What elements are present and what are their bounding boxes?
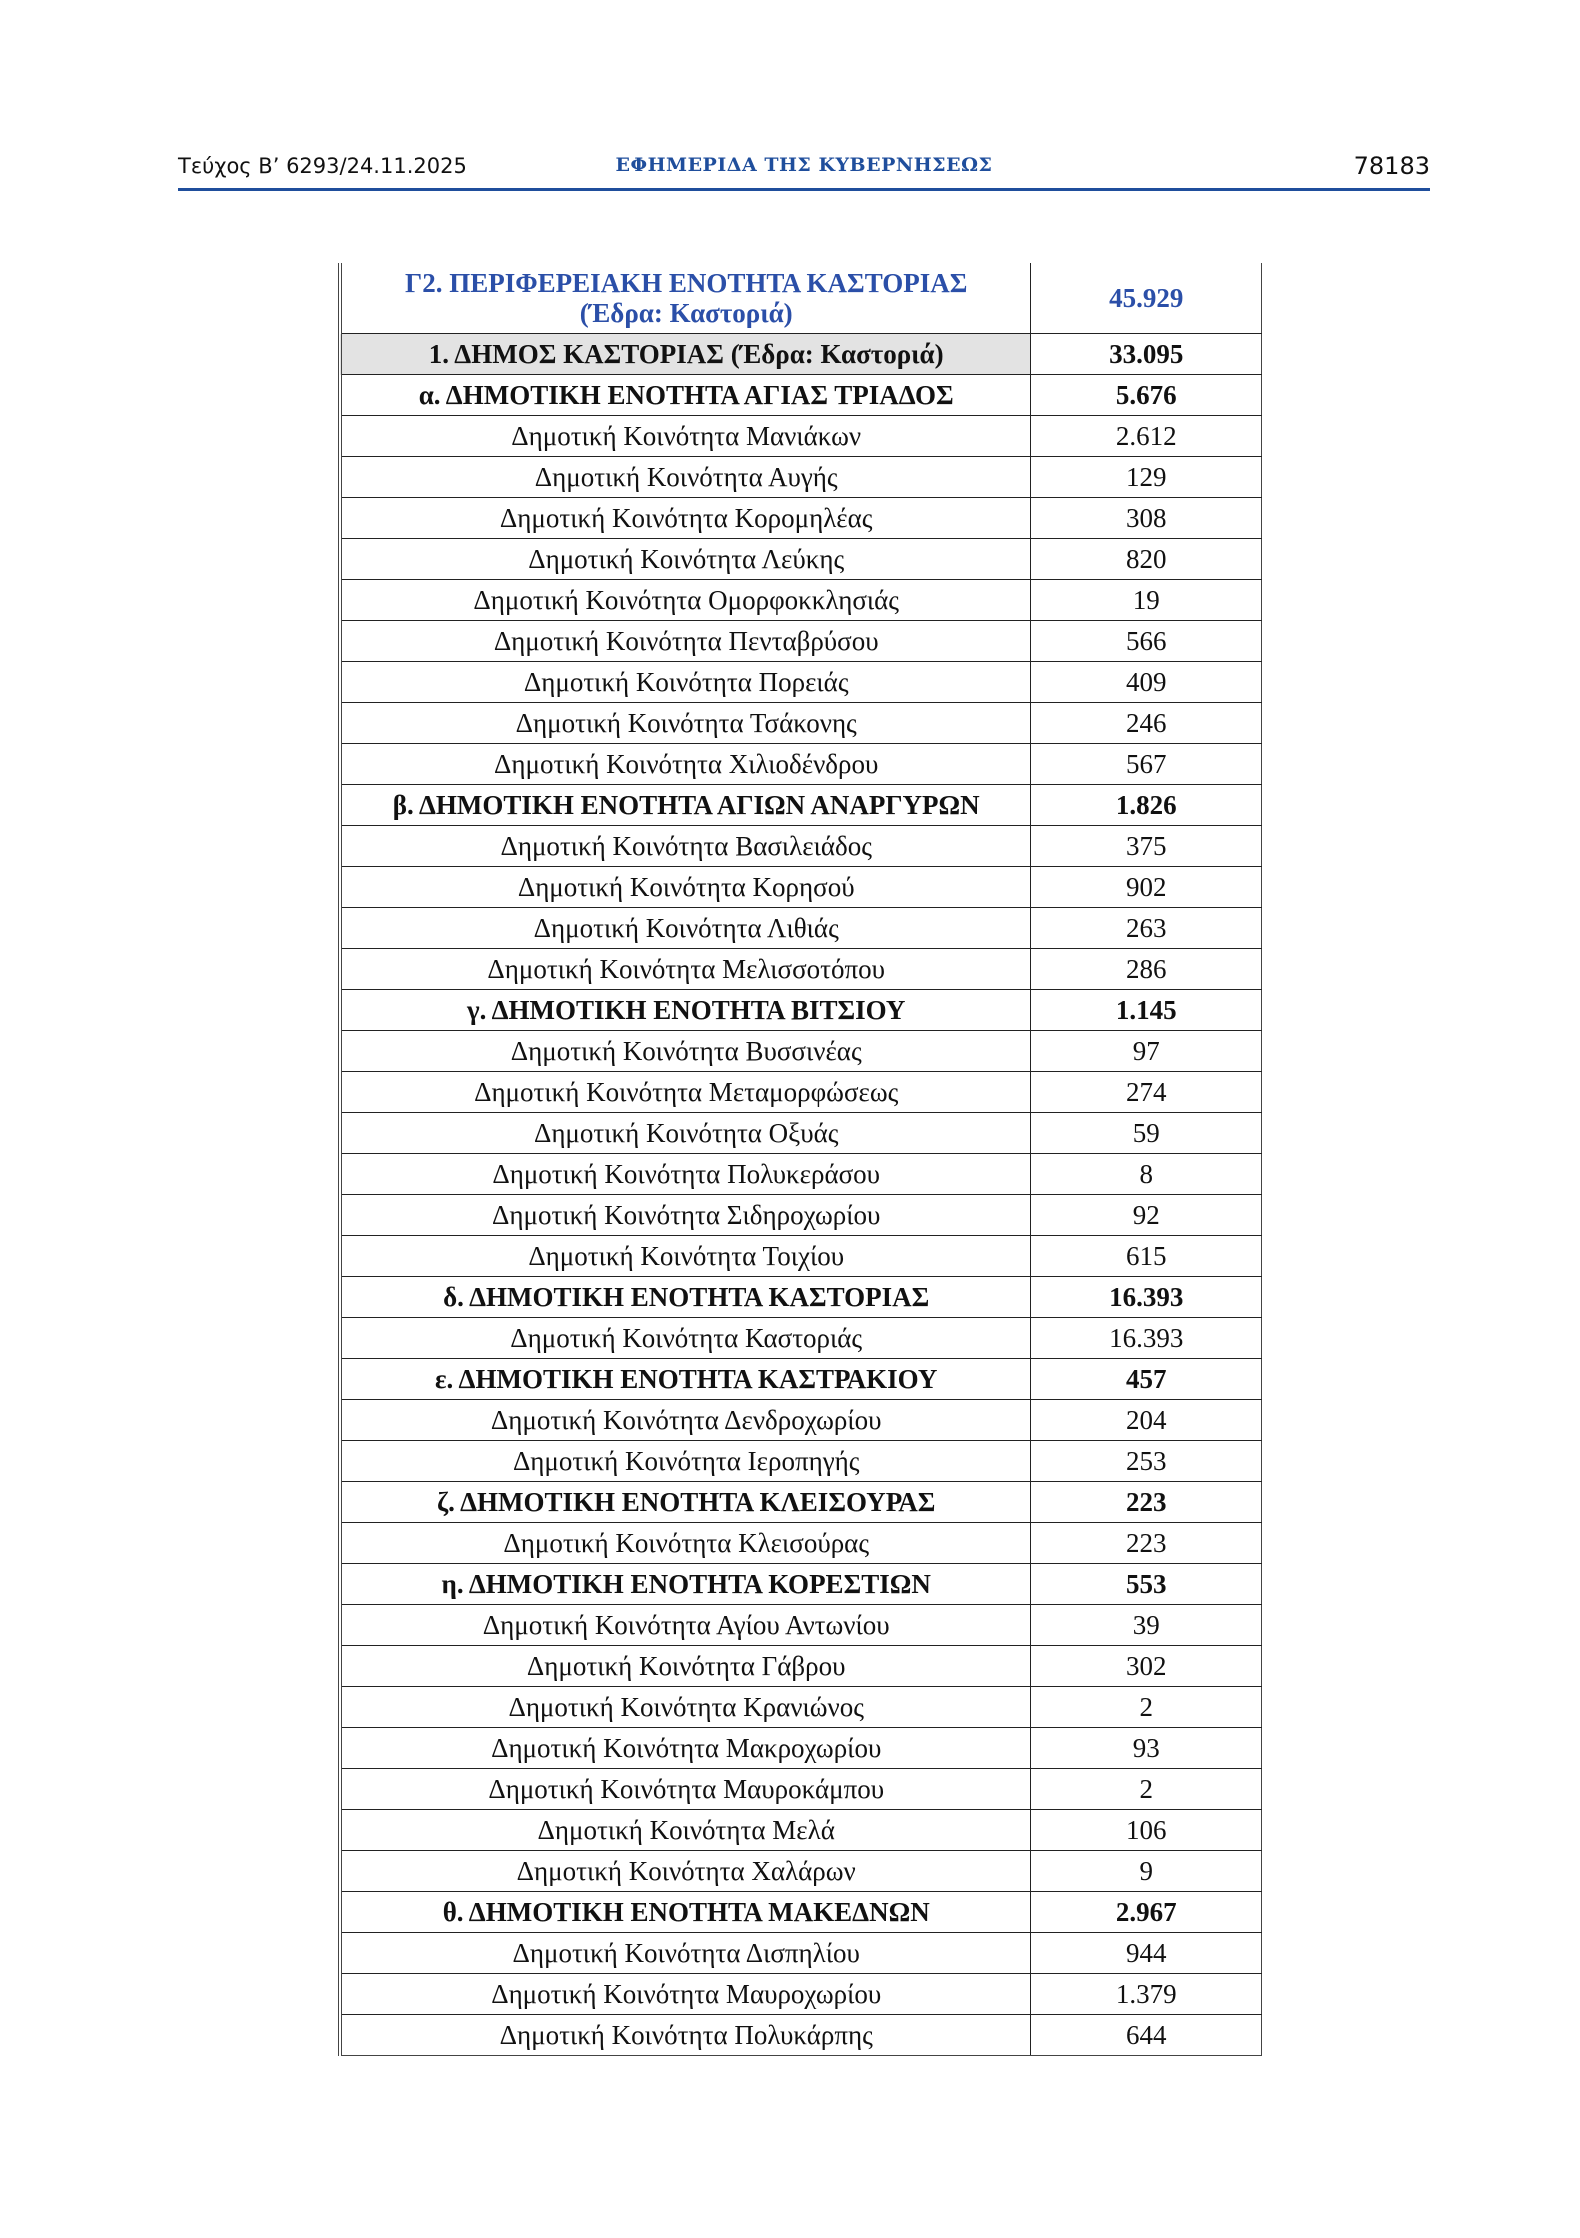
region-row <box>340 263 1262 334</box>
community-row <box>340 2015 1262 2056</box>
issue-label: Τεύχος Β’ 6293/24.11.2025 <box>178 154 467 178</box>
community-name: Δημοτική Κοινότητα Γάβρου <box>340 1646 1031 1687</box>
community-value: 97 <box>1031 1031 1262 1072</box>
unit-row <box>340 1564 1262 1605</box>
community-row <box>340 1236 1262 1277</box>
community-value: 246 <box>1031 703 1262 744</box>
community-value: 19 <box>1031 580 1262 621</box>
community-row <box>340 1195 1262 1236</box>
community-value: 644 <box>1031 2015 1262 2056</box>
municipality-row <box>340 334 1262 375</box>
community-value: 106 <box>1031 1810 1262 1851</box>
region-name-line1: Γ2. ΠΕΡΙΦΕΡΕΙΑΚΗ ΕΝΟΤΗΤΑ ΚΑΣΤΟΡΙΑΣ <box>405 267 968 298</box>
unit-value: 2.967 <box>1031 1892 1262 1933</box>
municipality-name: 1. ΔΗΜΟΣ ΚΑΣΤΟΡΙΑΣ (Έδρα: Καστοριά) <box>340 334 1031 375</box>
community-row <box>340 867 1262 908</box>
unit-row <box>340 1359 1262 1400</box>
community-row <box>340 621 1262 662</box>
community-name: Δημοτική Κοινότητα Λεύκης <box>340 539 1031 580</box>
community-row <box>340 908 1262 949</box>
unit-row <box>340 375 1262 416</box>
unit-name: β. ΔΗΜΟΤΙΚΗ ΕΝΟΤΗΤΑ ΑΓΙΩΝ ΑΝΑΡΓΥΡΩΝ <box>340 785 1031 826</box>
community-name: Δημοτική Κοινότητα Πενταβρύσου <box>340 621 1031 662</box>
community-value: 59 <box>1031 1113 1262 1154</box>
community-row <box>340 539 1262 580</box>
unit-row <box>340 1482 1262 1523</box>
community-name: Δημοτική Κοινότητα Βασιλειάδος <box>340 826 1031 867</box>
community-row <box>340 1605 1262 1646</box>
community-name: Δημοτική Κοινότητα Κρανιώνος <box>340 1687 1031 1728</box>
page-number: 78183 <box>1353 152 1430 180</box>
community-row <box>340 1113 1262 1154</box>
community-value: 944 <box>1031 1933 1262 1974</box>
region-name <box>340 263 1031 334</box>
unit-name: α. ΔΗΜΟΤΙΚΗ ΕΝΟΤΗΤΑ ΑΓΙΑΣ ΤΡΙΑΔΟΣ <box>340 375 1031 416</box>
community-name: Δημοτική Κοινότητα Αυγής <box>340 457 1031 498</box>
community-value: 2 <box>1031 1687 1262 1728</box>
community-value: 2.612 <box>1031 416 1262 457</box>
community-row <box>340 744 1262 785</box>
community-value: 274 <box>1031 1072 1262 1113</box>
population-table <box>338 263 1262 2056</box>
community-row <box>340 1974 1262 2015</box>
community-row <box>340 1687 1262 1728</box>
community-value: 263 <box>1031 908 1262 949</box>
unit-value: 457 <box>1031 1359 1262 1400</box>
unit-row <box>340 990 1262 1031</box>
unit-name: ζ. ΔΗΜΟΤΙΚΗ ΕΝΟΤΗΤΑ ΚΛΕΙΣΟΥΡΑΣ <box>340 1482 1031 1523</box>
unit-name: γ. ΔΗΜΟΤΙΚΗ ΕΝΟΤΗΤΑ ΒΙΤΣΙΟΥ <box>340 990 1031 1031</box>
community-value: 375 <box>1031 826 1262 867</box>
community-value: 302 <box>1031 1646 1262 1687</box>
gazette-title: ΕΦΗΜΕΡΙΔΑ ΤΗΣ ΚΥΒΕΡΝΗΣΕΩΣ <box>615 154 993 176</box>
community-value: 16.393 <box>1031 1318 1262 1359</box>
unit-name: δ. ΔΗΜΟΤΙΚΗ ΕΝΟΤΗΤΑ ΚΑΣΤΟΡΙΑΣ <box>340 1277 1031 1318</box>
community-row <box>340 1154 1262 1195</box>
community-name: Δημοτική Κοινότητα Μαυροχωρίου <box>340 1974 1031 2015</box>
community-value: 308 <box>1031 498 1262 539</box>
community-name: Δημοτική Κοινότητα Καστοριάς <box>340 1318 1031 1359</box>
unit-value: 5.676 <box>1031 375 1262 416</box>
unit-name: θ. ΔΗΜΟΤΙΚΗ ΕΝΟΤΗΤΑ ΜΑΚΕΔΝΩΝ <box>340 1892 1031 1933</box>
community-row <box>340 662 1262 703</box>
community-value: 615 <box>1031 1236 1262 1277</box>
community-value: 39 <box>1031 1605 1262 1646</box>
community-value: 2 <box>1031 1769 1262 1810</box>
community-row <box>340 949 1262 990</box>
community-name: Δημοτική Κοινότητα Πολυκάρπης <box>340 2015 1031 2056</box>
community-name: Δημοτική Κοινότητα Χιλιοδένδρου <box>340 744 1031 785</box>
page-header <box>178 150 1430 190</box>
community-value: 902 <box>1031 867 1262 908</box>
community-row <box>340 1769 1262 1810</box>
unit-value: 16.393 <box>1031 1277 1262 1318</box>
community-row <box>340 416 1262 457</box>
community-value: 93 <box>1031 1728 1262 1769</box>
community-value: 566 <box>1031 621 1262 662</box>
community-name: Δημοτική Κοινότητα Ομορφοκκλησιάς <box>340 580 1031 621</box>
community-value: 409 <box>1031 662 1262 703</box>
community-value: 92 <box>1031 1195 1262 1236</box>
community-name: Δημοτική Κοινότητα Κορομηλέας <box>340 498 1031 539</box>
unit-row <box>340 1892 1262 1933</box>
community-row <box>340 703 1262 744</box>
unit-value: 1.145 <box>1031 990 1262 1031</box>
unit-value: 1.826 <box>1031 785 1262 826</box>
community-name: Δημοτική Κοινότητα Οξυάς <box>340 1113 1031 1154</box>
community-row <box>340 1933 1262 1974</box>
community-name: Δημοτική Κοινότητα Δενδροχωρίου <box>340 1400 1031 1441</box>
community-name: Δημοτική Κοινότητα Μελά <box>340 1810 1031 1851</box>
community-value: 129 <box>1031 457 1262 498</box>
unit-row <box>340 1277 1262 1318</box>
community-row <box>340 1441 1262 1482</box>
community-name: Δημοτική Κοινότητα Σιδηροχωρίου <box>340 1195 1031 1236</box>
unit-row <box>340 785 1262 826</box>
community-name: Δημοτική Κοινότητα Αγίου Αντωνίου <box>340 1605 1031 1646</box>
community-row <box>340 1523 1262 1564</box>
community-name: Δημοτική Κοινότητα Μεταμορφώσεως <box>340 1072 1031 1113</box>
community-name: Δημοτική Κοινότητα Τοιχίου <box>340 1236 1031 1277</box>
community-row <box>340 580 1262 621</box>
community-name: Δημοτική Κοινότητα Μανιάκων <box>340 416 1031 457</box>
unit-name: η. ΔΗΜΟΤΙΚΗ ΕΝΟΤΗΤΑ ΚΟΡΕΣΤΙΩΝ <box>340 1564 1031 1605</box>
community-name: Δημοτική Κοινότητα Τσάκονης <box>340 703 1031 744</box>
community-name: Δημοτική Κοινότητα Βυσσινέας <box>340 1031 1031 1072</box>
community-row <box>340 1318 1262 1359</box>
community-row <box>340 498 1262 539</box>
community-row <box>340 1646 1262 1687</box>
community-value: 820 <box>1031 539 1262 580</box>
community-value: 204 <box>1031 1400 1262 1441</box>
community-value: 286 <box>1031 949 1262 990</box>
community-name: Δημοτική Κοινότητα Χαλάρων <box>340 1851 1031 1892</box>
community-name: Δημοτική Κοινότητα Μακροχωρίου <box>340 1728 1031 1769</box>
community-name: Δημοτική Κοινότητα Μελισσοτόπου <box>340 949 1031 990</box>
community-name: Δημοτική Κοινότητα Κλεισούρας <box>340 1523 1031 1564</box>
community-value: 567 <box>1031 744 1262 785</box>
community-row <box>340 1810 1262 1851</box>
community-value: 8 <box>1031 1154 1262 1195</box>
community-name: Δημοτική Κοινότητα Πορειάς <box>340 662 1031 703</box>
community-name: Δημοτική Κοινότητα Μαυροκάμπου <box>340 1769 1031 1810</box>
community-name: Δημοτική Κοινότητα Πολυκεράσου <box>340 1154 1031 1195</box>
community-row <box>340 1400 1262 1441</box>
header-divider <box>178 188 1430 191</box>
community-name: Δημοτική Κοινότητα Κορησού <box>340 867 1031 908</box>
community-row <box>340 1031 1262 1072</box>
community-name: Δημοτική Κοινότητα Ιεροπηγής <box>340 1441 1031 1482</box>
community-row <box>340 1728 1262 1769</box>
community-row <box>340 826 1262 867</box>
community-value: 1.379 <box>1031 1974 1262 2015</box>
unit-value: 223 <box>1031 1482 1262 1523</box>
region-name-line2: (Έδρα: Καστοριά) <box>579 298 793 328</box>
community-row <box>340 1851 1262 1892</box>
community-row <box>340 1072 1262 1113</box>
community-name: Δημοτική Κοινότητα Λιθιάς <box>340 908 1031 949</box>
unit-value: 553 <box>1031 1564 1262 1605</box>
region-value: 45.929 <box>1031 263 1262 334</box>
community-row <box>340 457 1262 498</box>
community-value: 253 <box>1031 1441 1262 1482</box>
municipality-value: 33.095 <box>1031 334 1262 375</box>
community-value: 223 <box>1031 1523 1262 1564</box>
community-name: Δημοτική Κοινότητα Δισπηλίου <box>340 1933 1031 1974</box>
community-value: 9 <box>1031 1851 1262 1892</box>
unit-name: ε. ΔΗΜΟΤΙΚΗ ΕΝΟΤΗΤΑ ΚΑΣΤΡΑΚΙΟΥ <box>340 1359 1031 1400</box>
